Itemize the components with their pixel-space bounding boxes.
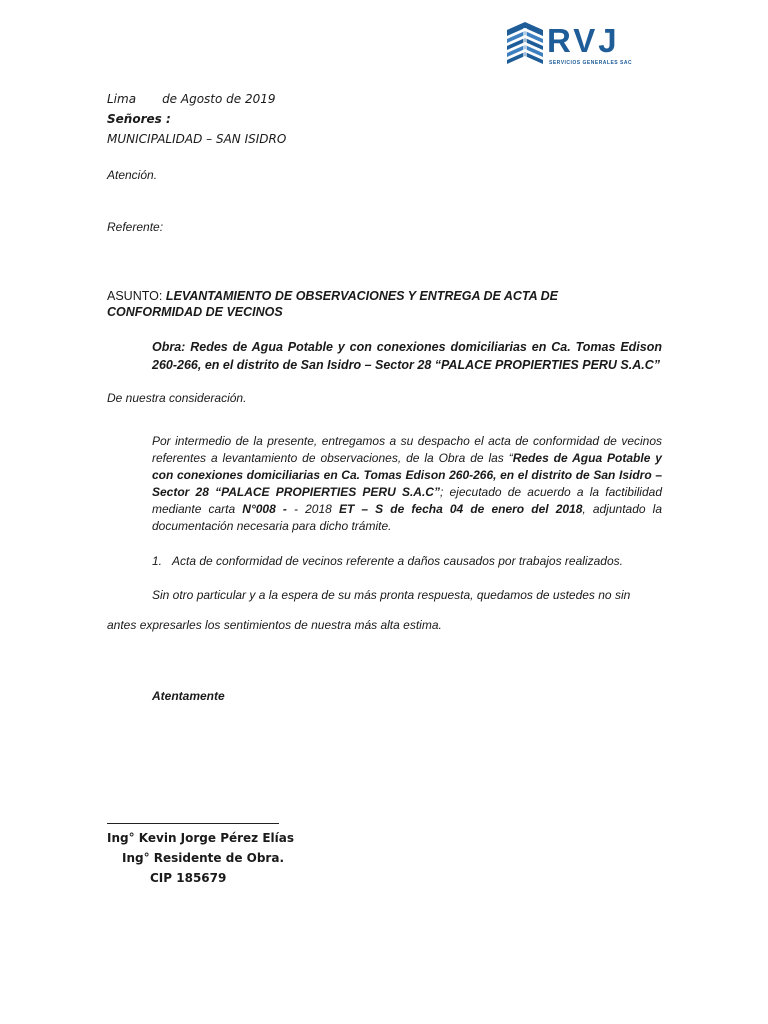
recipient: MUNICIPALIDAD – SAN ISIDRO bbox=[107, 132, 287, 146]
asunto: ASUNTO: LEVANTAMIENTO DE OBSERVACIONES Y ENTREGA DE ACTA DE CONFORMIDAD DE VECINOS bbox=[107, 289, 559, 319]
logo-brand: RVJ bbox=[547, 22, 620, 59]
asunto-text-line2: CONFORMIDAD DE VECINOS bbox=[107, 305, 283, 319]
signer-role: Ing° Residente de Obra. bbox=[122, 851, 285, 865]
atencion-label: Atención. bbox=[107, 168, 158, 182]
obra-description: Obra: Redes de Agua Potable y con conexiones domiciliarias en Ca. Tomas Edison 260-266, en el distrito de San Isidro – Sector 28 “PALACE PROPIERTIES PERU S.A.C” bbox=[152, 340, 662, 372]
closing-line-1: Sin otro particular y a la espera de su más pronta respuesta, quedamos de ustedes no sin bbox=[152, 588, 631, 602]
date-city: Lima bbox=[107, 92, 137, 106]
salutation: Señores : bbox=[107, 112, 171, 126]
list-text: Acta de conformidad de vecinos referente a daños causados por trabajos realizados. bbox=[172, 554, 623, 568]
list-number: 1. bbox=[152, 554, 163, 568]
signature-line bbox=[107, 823, 279, 824]
body-paragraph: Por intermedio de la presente, entregamos a su despacho el acta de conformidad de vecinos referentes a levantamiento de observaciones, de la Obra de las “Redes de Agua Potable y con conexiones domiciliarias en Ca. Tomas Edison 260-266, en el distrito de San Isidro – Sector 28 “PALACE PROPIERTIES PERU S.A.C”; ejecutado de acuerdo a la factibilidad mediante carta N°008 - - 2018 ET – S de fecha 04 de enero del 2018, adjuntado la documentación necesaria para dicho trámite. bbox=[152, 434, 663, 533]
list-item bbox=[152, 553, 662, 570]
asunto-label: ASUNTO bbox=[107, 289, 159, 303]
sign-off: Atentamente bbox=[152, 689, 225, 703]
greeting: De nuestra consideración. bbox=[107, 391, 247, 405]
building-logo-icon bbox=[507, 22, 543, 70]
closing-line-2: antes expresarles los sentimientos de nuestra más alta estima. bbox=[107, 618, 442, 632]
signer-cip: CIP 185679 bbox=[150, 871, 227, 885]
date-line bbox=[107, 92, 276, 106]
company-logo bbox=[505, 18, 655, 74]
date-rest: de Agosto de 2019 bbox=[162, 92, 276, 106]
asunto-text-line1: LEVANTAMIENTO DE OBSERVACIONES Y ENTREGA DE ACTA DE bbox=[165, 289, 559, 303]
referente-label: Referente: bbox=[107, 220, 164, 234]
logo-tagline: SERVICIOS GENERALES SAC bbox=[549, 60, 633, 66]
signer-name: Ing° Kevin Jorge Pérez Elías bbox=[107, 831, 295, 845]
